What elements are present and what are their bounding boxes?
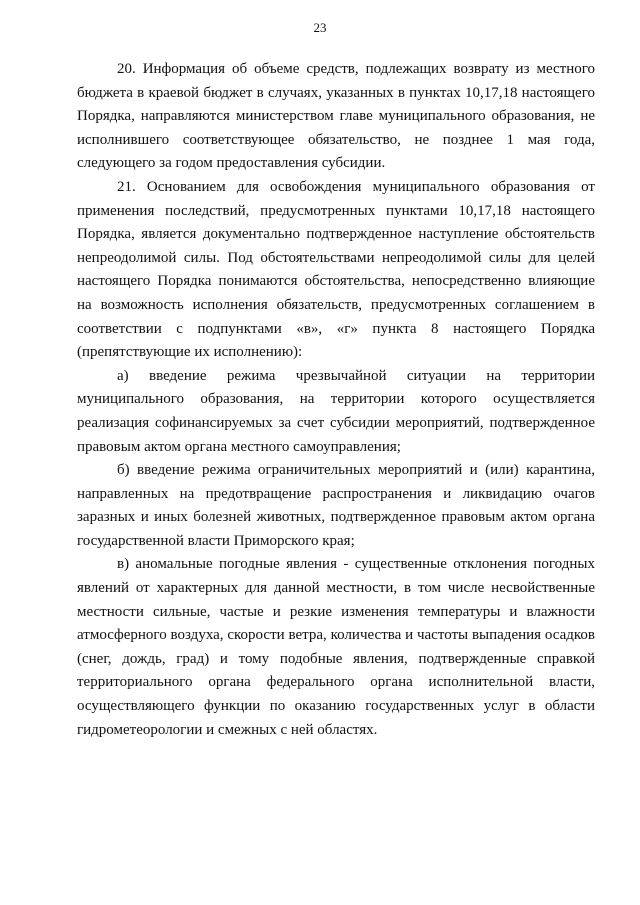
paragraph-21: 21. Основанием для освобождения муниципального образования от применения последствий, предусмотренных пунктами 10,17,18 настоящего Порядка, является документально подтвержденное наступление обстоятельств непреодолимой силы. Под обстоятельствами непреодолимой силы для целей настоящего Порядка понимаются обстоятельства, непосредственно влияющие на возможность исполнения обязательств, предусмотренных соглашением в соответствии с подпунктами «в», «г» пункта 8 настоящего Порядка (препятствующие их исполнению): [77,178,595,361]
document-body [77,58,595,742]
subparagraph-b: б) введение режима ограничительных мероприятий и (или) карантина, направленных на предотвращение распространения и ликвидацию очагов заразных и иных болезней животных, подтвержденное правовым актом органа государственной власти Приморского края; [77,462,595,549]
page-number: 23 [313,20,327,35]
paragraph-20: 20. Информация об объеме средств, подлежащих возврату из местного бюджета в краевой бюджет в случаях, указанных в пунктах 10,17,18 настоящего Порядка, направляются министерством главе муниципального образования, не исполнившего соответствующее обязательство, не позднее 1 мая года, следующего за годом предоставления субсидии. [77,61,595,172]
subparagraph-a: а) введение режима чрезвычайной ситуации на территории муниципального образования, на территории которого осуществляется реализация софинансируемых за счет субсидии мероприятий, подтвержденное правовым актом органа местного самоуправления; [77,367,595,455]
subparagraph-v: в) аномальные погодные явления - существенные отклонения погодных явлений от характерных для данной местности, в том числе несвойственные местности сильные, частые и резкие изменения температуры и влажности атмосферного воздуха, скорости ветра, количества и частоты выпадения осадков (снег, дождь, град) и тому подобные явления, подтвержденные справкой территориального органа федерального органа исполнительной власти, осуществляющего функции по оказанию государственных услуг в области гидрометеорологии и смежных с ней областях. [77,556,595,738]
